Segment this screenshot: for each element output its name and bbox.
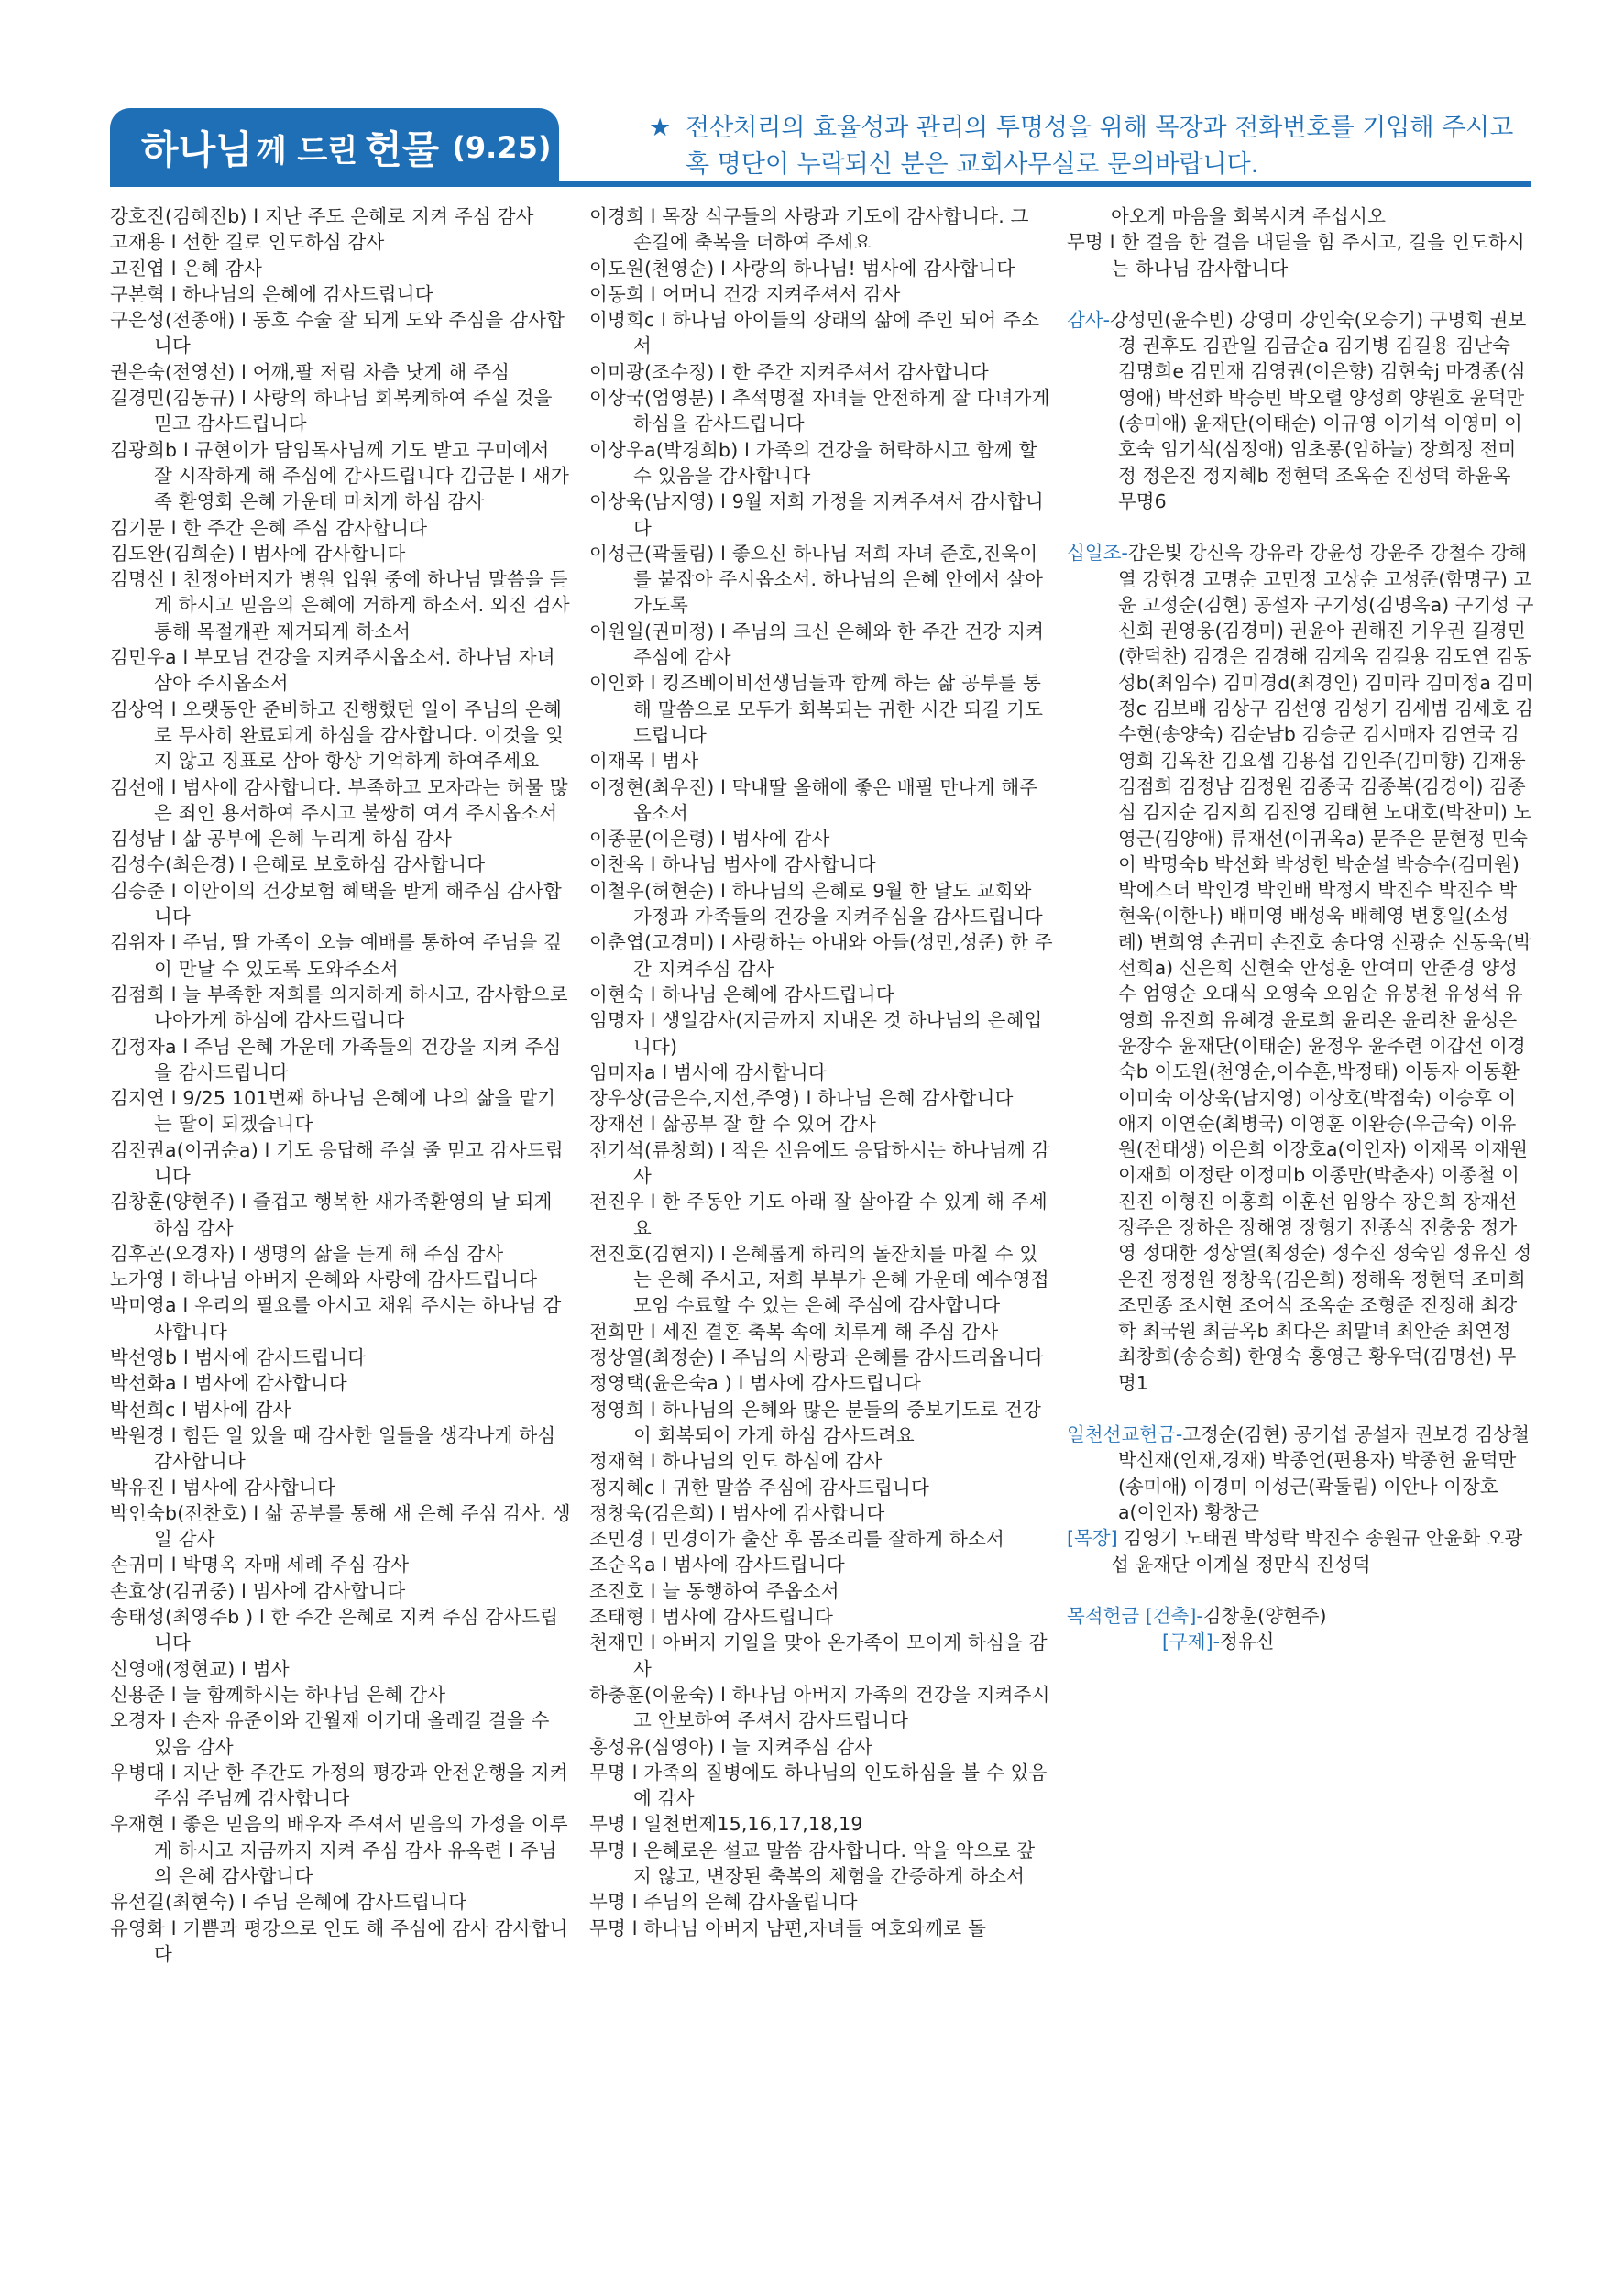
section-names: 김창훈(양현주) [1202, 1604, 1327, 1627]
offering-entry: 이찬옥 l 하나님 범사에 감사합니다 [589, 853, 876, 876]
offering-entry: 무명 l 주님의 은혜 감사올립니다 [589, 1891, 858, 1914]
offering-entry: 무명 l 하나님 아버지 남편,자녀들 여호와께로 돌 [589, 1916, 986, 1939]
offering-entry: 김승준 l 이안이의 건강보험 혜택을 받게 해주심 감사합니다 [110, 879, 562, 928]
offering-entry: 조순옥a l 범사에 감사드립니다 [589, 1554, 845, 1576]
offering-entry: 김성남 l 삶 공부에 은혜 누리게 하심 감사 [110, 828, 452, 851]
offering-entry: 김선애 l 범사에 감사합니다. 부족하고 모자라는 허물 많은 죄인 용서하여 주시고 불쌍히 여겨 주시옵소서 [110, 775, 568, 824]
offering-entry: 이인화 l 킹즈베이비선생님들과 함께 하는 삶 공부를 통해 말씀으로 모두가 회복되는 귀한 시간 되길 기도 드립니다 [589, 672, 1044, 746]
notice-text: 전산처리의 효율성과 관리의 투명성을 위해 목장과 전화번호를 기입해 주시고 혹 명단이 누락되신 분은 교회사무실로 문의바랍니다. [686, 114, 1514, 179]
offering-entry: 고재용 l 선한 길로 인도하심 감사 [110, 231, 385, 254]
offering-entry: 이재목 l 범사 [589, 750, 699, 773]
offering-entry: 구본혁 l 하나님의 은혜에 감사드립니다 [110, 282, 433, 305]
offering-entry: 김민우a l 부모님 건강을 지켜주시옵소서. 하나님 자녀 삼아 주시옵소서 [110, 646, 555, 695]
offering-entry: 김상억 l 오랫동안 준비하고 진행했던 일이 주님의 은혜로 무사히 완료되게 하심을 감사합니다. 이것을 잊지 않고 징표로 삼아 항상 기억하게 하여주세요 [110, 697, 565, 773]
section-gamsa [1067, 307, 1534, 514]
offering-entry: 우재현 l 좋은 믿음의 배우자 주셔서 믿음의 가정을 이루게 하시고 지금까지 지켜 주심 감사 유옥련 l 주님의 은혜 감사합니다 [110, 1813, 568, 1887]
title-date: (9.25) [452, 130, 552, 165]
offering-entry: 손귀미 l 박명옥 자매 세례 주심 감사 [110, 1554, 410, 1576]
section-ilcheon [1067, 1422, 1534, 1525]
offering-entry: 김기문 l 한 주간 은혜 주심 감사합니다 [110, 516, 428, 539]
offering-entry: 김점희 l 늘 부족한 저희를 의지하게 하시고, 감사함으로 나아가게 하심에 감사드립니다 [110, 983, 568, 1032]
section-label: [목장] [1067, 1527, 1118, 1550]
offering-entry: 장재선 l 삶공부 잘 할 수 있어 감사 [589, 1113, 876, 1136]
offering-entry: 이상국(엄영분) l 추석명절 자녀들 안전하게 잘 다녀가게 하심을 감사드립니다 [589, 387, 1050, 435]
offering-entry: 유선길(최현숙) l 주님 은혜에 감사드립니다 [110, 1891, 467, 1914]
offering-entry: 정재혁 l 하나님의 인도 하심에 감사 [589, 1450, 883, 1473]
column-3 [1067, 203, 1534, 1654]
offering-entry: 박선영b l 범사에 감사드립니다 [110, 1346, 367, 1369]
offering-entry: 김진권a(이귀순a) l 기도 응답해 주실 줄 믿고 감사드립니다 [110, 1138, 564, 1187]
offering-entry: 노가영 l 하나님 아버지 은혜와 사랑에 감사드립니다 [110, 1268, 538, 1291]
offering-entry: 임미자a l 범사에 감사합니다 [589, 1060, 827, 1083]
title-end: 헌물 [365, 127, 440, 172]
offering-entry: 김지연 l 9/25 101번째 하나님 은혜에 나의 삶을 맡기는 딸이 되겠습니다 [110, 1087, 556, 1136]
offering-entry: 정창욱(김은희) l 범사에 감사합니다 [589, 1501, 885, 1524]
offering-entry: 김광희b l 규현이가 담임목사님께 기도 받고 구미에서 잘 시작하게 해 주심에 감사드립니다 김금분 l 새가족 환영회 은혜 가운데 마치게 하심 감사 [110, 438, 569, 513]
offering-entry: 김성수(최은경) l 은혜로 보호하심 감사합니다 [110, 853, 486, 876]
offering-entry: 김명신 l 친정아버지가 병원 입원 중에 하나님 말씀을 듣게 하시고 믿음의 은혜에 거하게 하소서. 외진 검사 통해 목절개관 제거되게 하소서 [110, 568, 570, 642]
offering-entry: 무명 l 한 걸음 한 걸음 내딛을 힘 주시고, 길을 인도하시는 하나님 감사합니다 [1067, 231, 1525, 280]
offering-entry: 이명희c l 하나님 아이들의 장래의 삶에 주인 되어 주소서 [589, 309, 1040, 357]
offering-entry: 이미광(조수정) l 한 주간 지켜주셔서 감사합니다 [589, 360, 989, 383]
offering-entry: 장우상(금은수,지선,주영) l 하나님 은혜 감사합니다 [589, 1087, 1014, 1110]
offering-entry: 전희만 l 세진 결혼 축복 속에 치루게 해 주심 감사 [589, 1320, 999, 1343]
offering-entry: 조진호 l 늘 동행하여 주옵소서 [589, 1579, 839, 1602]
offering-entry: 이상우a(박경희b) l 가족의 건강을 허락하시고 함께 할 수 있음을 감사합니다 [589, 438, 1037, 487]
offering-entry: 아오게 마음을 회복시켜 주십시오 [1111, 205, 1387, 227]
offering-entry: 홍성유(심영아) l 늘 지켜주심 감사 [589, 1735, 873, 1758]
offering-entry: 무명 l 일천번제15,16,17,18,19 [589, 1813, 863, 1836]
section-names: 감은빛 강신욱 강유라 강윤성 강윤주 강철수 강해열 강현경 고명순 고민정 고상순 고성준(함명구) 고윤 고정순(김현) 공설자 구기성(김명옥a) 구기성 구신회 권영웅(김경미) 권윤아 권해진 기우권 길경민(한덕찬) 김경은 김경해 김계옥 김길용 김도연 김동성b(최임수) 김미경d(최경인) 김미라 김미정a 김미정c 김보배 김상구 김선영 김성기 김세범 김세호 김수현(송양숙) 김순남b 김승군 김시매자 김연국 김영희 김옥찬 김요셉 김용섭 김인주(김미향) 김재웅 김점희 김정남 김정원 김종국 김종복(김경이) 김종심 김지순 김지희 김진영 김태현 노대호(박찬미) 노영근(김양애) 류재선(이귀옥a) 문주은 문현정 민숙이 박명숙b 박선화 박성헌 박순설 박승수(김미원) 박에스더 박인경 박인배 박정지 박진수 박진수 박현욱(이한나) 배미영 배성욱 배혜영 변홍일(소성례) 변희영 손귀미 손진호 송다영 신광순 신동욱(박선희a) 신은희 신현숙 안성훈 안여미 안준경 양성수 엄영순 오대식 오영숙 오임순 유봉천 유성석 유영희 유진희 유혜경 윤로희 윤리온 윤리찬 윤성은 윤장수 윤재단(이태순) 윤정우 윤주련 이갑선 이경숙b 이도원(천영순,이수훈,박정태) 이동자 이동환 이미숙 이상욱(남지영) 이상호(박점숙) 이승후 이애지 이연순(최병국) 이영훈 이완승(우금숙) 이유원(전태생) 이은희 이장호a(이인자) 이재목 이재원 이재희 이정란 이정미b 이종만(박춘자) 이종철 이진진 이형진 이홍희 이훈선 임왕수 장은희 장재선 장주은 장하은 장해영 장형기 전종식 전충웅 정가영 정대한 정상열(최정순) 정수진 정숙임 정유신 정은진 정정원 정창욱(김은희) 정해옥 정현덕 조미희 조민종 조시현 조어식 조옥순 조형준 진정해 최강학 최국원 최금옥b 최다은 최말녀 최안준 최연정 최창희(송승희) 한영숙 홍영근 황우덕(김명선) 무명1 [1118, 542, 1534, 1394]
offering-entry: 이성근(곽둘림) l 좋으신 하나님 저희 자녀 준호,진욱이를 붙잡아 주시옵소서. 하나님의 은혜 안에서 살아가도록 [589, 542, 1044, 617]
offering-entry: 김창훈(양현주) l 즐겁고 행복한 새가족환영의 날 되게 하심 감사 [110, 1191, 553, 1239]
offering-entry: 오경자 l 손자 유준이와 간월재 이기대 올레길 걸을 수 있음 감사 [110, 1709, 550, 1758]
offering-entry: 김위자 l 주님, 딸 가족이 오늘 예배를 통하여 주님을 깊이 만날 수 있도록 도와주소서 [110, 931, 563, 980]
offering-entry: 길경민(김동규) l 사랑의 하나님 회복케하여 주실 것을 믿고 감사드립니다 [110, 387, 553, 435]
offering-entry: 박유진 l 범사에 감사합니다 [110, 1476, 336, 1499]
offering-entry: 손효상(김귀중) l 범사에 감사합니다 [110, 1579, 406, 1602]
offering-entry: 천재민 l 아버지 기일을 맞아 온가족이 모이게 하심을 감사 [589, 1631, 1048, 1680]
offering-entry: 이원일(권미정) l 주님의 크신 은혜와 한 주간 건강 지켜주심에 감사 [589, 620, 1045, 669]
offering-entry: 이철우(허현순) l 하나님의 은혜로 9월 한 달도 교회와 가정과 가족들의 건강을 지켜주심을 감사드립니다 [589, 879, 1043, 928]
offering-entry: 이현숙 l 하나님 은혜에 감사드립니다 [589, 983, 894, 1005]
section-sipiljo [1067, 540, 1534, 1396]
offering-entry: 정영택(윤은숙a ) l 범사에 감사드립니다 [589, 1372, 921, 1395]
offering-entry: 이춘엽(고경미) l 사랑하는 아내와 아들(성민,성준) 한 주간 지켜주심 감사 [589, 931, 1053, 980]
offering-entry: 김도완(김희순) l 범사에 감사합니다 [110, 542, 406, 565]
section-label: 목적헌금 [건축]- [1067, 1604, 1203, 1627]
title-main: 하나님 [141, 127, 253, 172]
notice [649, 110, 1529, 183]
offering-entry: 전기석(류창희) l 작은 신음에도 응답하시는 하나님께 감사 [589, 1138, 1050, 1187]
offering-entry: 조태형 l 범사에 감사드립니다 [589, 1606, 834, 1629]
offering-entry: 정영희 l 하나님의 은혜와 많은 분들의 중보기도로 건강이 회복되어 가게 하심 감사드려요 [589, 1398, 1041, 1446]
offering-entry: 김정자a l 주님 은혜 가운데 가족들의 건강을 지켜 주심을 감사드립니다 [110, 1035, 562, 1083]
star-icon: ★ [649, 114, 672, 142]
section-label: 십일조- [1067, 542, 1128, 565]
column-2 [589, 203, 1053, 1941]
section-names: 정유신 [1220, 1631, 1275, 1653]
offering-entry: 이도원(천영순) l 사랑의 하나님! 범사에 감사합니다 [589, 257, 1015, 280]
section-label: [구제]- [1162, 1631, 1220, 1653]
offering-entry: 송태성(최영주b ) l 한 주간 은혜로 지켜 주심 감사드립니다 [110, 1606, 559, 1654]
section-label: 일천선교헌금- [1067, 1423, 1183, 1446]
offering-entry: 이상욱(남지영) l 9월 저희 가정을 지켜주셔서 감사합니다 [589, 490, 1044, 539]
column-3-continued [1067, 203, 1534, 281]
offering-entry: 이정현(최우진) l 막내딸 올해에 좋은 배필 만나게 해주옵소서 [589, 775, 1038, 824]
offering-entry: 김후곤(오경자) l 생명의 삶을 듣게 해 주심 감사 [110, 1242, 504, 1265]
offering-entry: 권은숙(전영선) l 어깨,팔 저림 차츰 낫게 해 주심 [110, 360, 510, 383]
section-names: 고정순(김현) 공기섭 공설자 권보경 김상철 박신재(인재,경재) 박종언(편용자) 박종헌 윤덕만(송미애) 이경미 이성근(곽둘림) 이안나 이장호a(이인자) 황창근 [1118, 1423, 1530, 1523]
offering-entry: 무명 l 은혜로운 설교 말씀 감사합니다. 악을 악으로 갚지 않고, 변장된 축복의 체험을 간증하게 하소서 [589, 1839, 1036, 1887]
title-mid: 께 드린 [256, 132, 358, 170]
offering-entry: 이경희 l 목장 식구들의 사랑과 기도에 감사합니다. 그 손길에 축복을 더하여 주세요 [589, 205, 1029, 254]
offering-entry: 박원경 l 힘든 일 있을 때 감사한 일들을 생각나게 하심 감사합니다 [110, 1423, 556, 1473]
offering-entry: 우병대 l 지난 한 주간도 가정의 평강과 안전운행을 지켜 주심 주님께 감사합니다 [110, 1761, 568, 1810]
page-title [110, 108, 559, 187]
offering-entry: 이동희 l 어머니 건강 지켜주셔서 감사 [589, 282, 901, 305]
section-label: 감사- [1067, 308, 1111, 331]
offering-entry: 신용준 l 늘 함께하시는 하나님 은혜 감사 [110, 1683, 446, 1706]
offering-entry: 임명자 l 생일감사(지금까지 지내온 것 하나님의 은혜입니다) [589, 1009, 1043, 1058]
offering-entry: 강호진(김혜진b) l 지난 주도 은혜로 지켜 주심 감사 [110, 205, 534, 227]
section-names: 강성민(윤수빈) 강영미 강인숙(오승기) 구명회 권보경 권후도 김관일 김금순a 김기병 김길용 김난숙 김명희e 김민재 김영권(이은향) 김현숙j 마경종(심영애) 박선화 박승빈 박오렬 양성희 양원호 윤덕만(송미애) 윤재단(이태순) 이규영 이기석 이영미 이호숙 임기석(심정애) 임초롱(임하늘) 장희정 전미정 정은진 정지혜b 정현덕 조옥순 진성덕 하윤옥 무명6 [1110, 308, 1527, 512]
offering-entry: 조민경 l 민경이가 출산 후 몸조리를 잘하게 하소서 [589, 1528, 1004, 1551]
offering-entry: 박선화a l 범사에 감사합니다 [110, 1372, 347, 1395]
offering-entry: 무명 l 가족의 질병에도 하나님의 인도하심을 볼 수 있음에 감사 [589, 1761, 1048, 1810]
offering-entry: 하충훈(이윤숙) l 하나님 아버지 가족의 건강을 지켜주시고 안보하여 주셔서 감사드립니다 [589, 1683, 1050, 1732]
section-names: 김영기 노태권 박성락 박진수 송원규 안윤화 오광섭 윤재단 이계실 정만식 진성덕 [1111, 1527, 1523, 1576]
offering-entry: 이종문(이은령) l 범사에 감사 [589, 828, 830, 851]
offering-entry: 정지혜c l 귀한 말씀 주심에 감사드립니다 [589, 1476, 929, 1499]
section-mokjang [1067, 1525, 1534, 1577]
offering-entry: 전진우 l 한 주동안 기도 아래 잘 살아갈 수 있게 해 주세요 [589, 1191, 1048, 1239]
offering-entry: 박미영a l 우리의 필요를 아시고 채워 주시는 하나님 감사합니다 [110, 1294, 562, 1343]
offering-entry: 박인숙b(전찬호) l 삶 공부를 통해 새 은혜 주심 감사. 생일 감사 [110, 1501, 571, 1551]
column-1 [110, 203, 572, 1967]
offering-entry: 박선희c l 범사에 감사 [110, 1398, 291, 1421]
offering-entry: 전진호(김현지) l 은혜롭게 하리의 돌잔치를 마칠 수 있는 은혜 주시고, 저희 부부가 은혜 가운데 예수영접모임 수료할 수 있는 은혜 주심에 감사합니다 [589, 1242, 1049, 1317]
offering-entry: 구은성(전종애) l 동호 수술 잘 되게 도와 주심을 감사합니다 [110, 309, 565, 357]
offering-entry: 고진엽 l 은혜 감사 [110, 257, 263, 280]
offering-entry: 신영애(정현교) l 범사 [110, 1657, 290, 1680]
offering-entry: 정상열(최정순) l 주님의 사랑과 은혜를 감사드리옵니다 [589, 1346, 1044, 1369]
section-mokjeok [1067, 1603, 1534, 1655]
offering-entry: 유영화 l 기쁨과 평강으로 인도 해 주심에 감사 감사합니다 [110, 1916, 568, 1965]
